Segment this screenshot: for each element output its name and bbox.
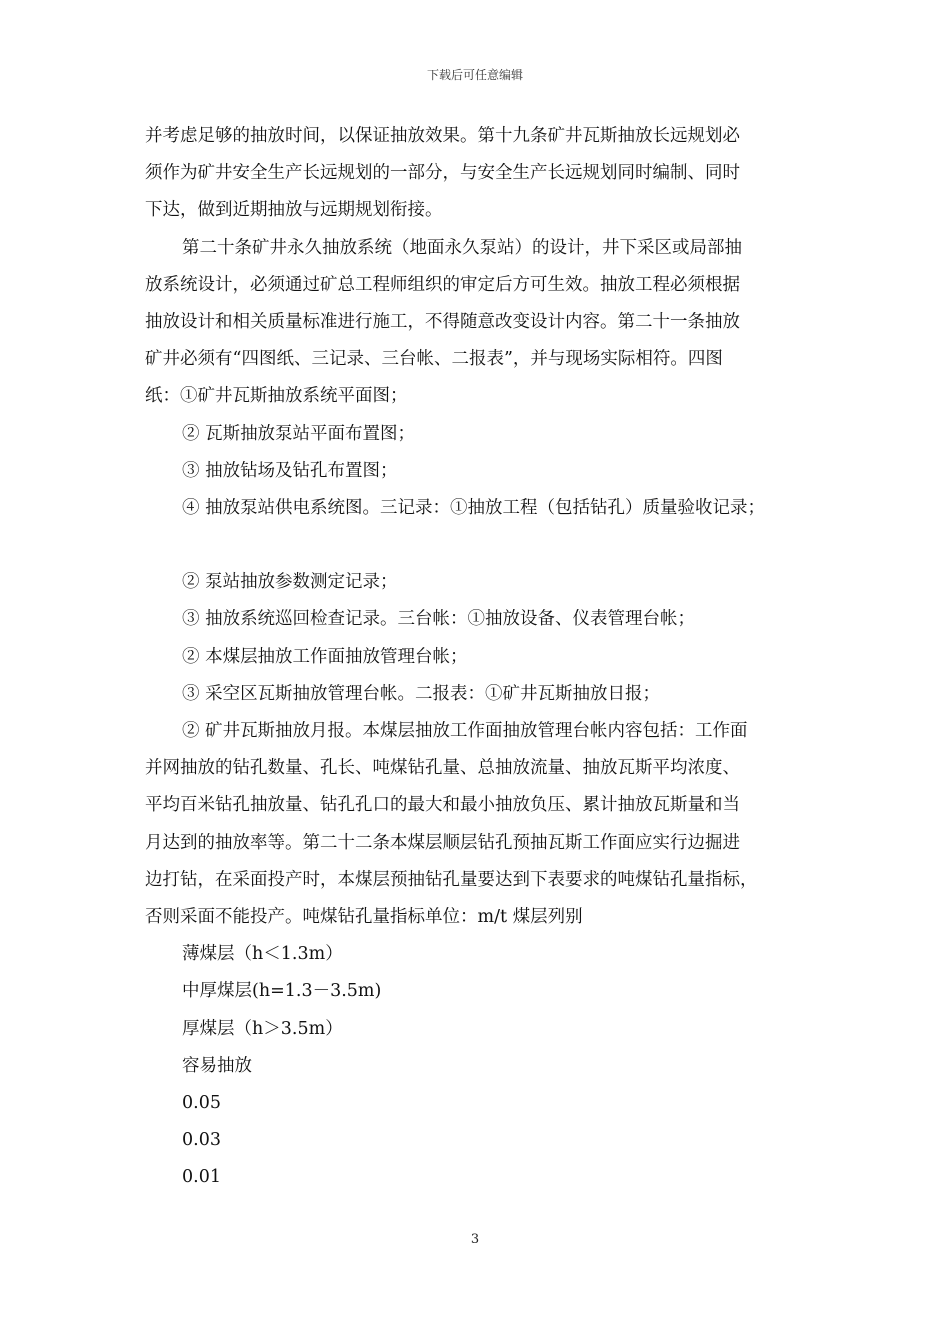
- page-number: 3: [470, 1232, 480, 1247]
- body-line: 边打钻，在采面投产时，本煤层预抽钻孔量要达到下表要求的吨煤钻孔量指标，: [145, 869, 758, 890]
- body-line: 平均百米钻孔抽放量、钻孔孔口的最大和最小抽放负压、累计抽放瓦斯量和当: [145, 795, 740, 816]
- body-line: ③ 采空区瓦斯抽放管理台帐。二报表：①矿井瓦斯抽放日报；: [182, 683, 661, 704]
- body-line: ② 矿井瓦斯抽放月报。本煤层抽放工作面抽放管理台帐内容包括：工作面: [182, 721, 748, 741]
- body-line: 否则采面不能投产。吨煤钻孔量指标单位：m/t 煤层列别: [145, 906, 583, 927]
- body-line: 0.01: [182, 1167, 221, 1188]
- body-line: 并考虑足够的抽放时间，以保证抽放效果。第十九条矿井瓦斯抽放长远规划必: [145, 126, 740, 146]
- body-line: 放系统设计，必须通过矿总工程师组织的审定后方可生效。抽放工程必须根据: [145, 274, 740, 295]
- body-line: 并网抽放的钻孔数量、孔长、吨煤钻孔量、总抽放流量、抽放瓦斯平均浓度、: [145, 758, 740, 779]
- body-line: ④ 抽放泵站供电系统图。三记录：①抽放工程（包括钻孔）质量验收记录；: [182, 497, 766, 518]
- body-line: ② 泵站抽放参数测定记录；: [182, 572, 398, 593]
- body-line: 须作为矿井安全生产长远规划的一部分，与安全生产长远规划同时编制、同时: [145, 163, 740, 184]
- body-line: 容易抽放: [182, 1055, 252, 1076]
- body-line: ② 瓦斯抽放泵站平面布置图；: [182, 423, 416, 444]
- body-line: 月达到的抽放率等。第二十二条本煤层顺层钻孔预抽瓦斯工作面应实行边掘进: [145, 832, 740, 853]
- page-header: 下载后可任意编辑: [426, 68, 523, 82]
- body-line: 矿井必须有“四图纸、三记录、三台帐、二报表”，并与现场实际相符。四图: [145, 349, 723, 370]
- body-line: 0.05: [182, 1092, 221, 1113]
- body-line: 纸：①矿井瓦斯抽放系统平面图；: [145, 386, 408, 407]
- body-line: ③ 抽放钻场及钻孔布置图；: [182, 460, 398, 481]
- body-line: 0.03: [182, 1130, 221, 1151]
- body-line: ② 本煤层抽放工作面抽放管理台帐；: [182, 646, 468, 667]
- body-line: 抽放设计和相关质量标准进行施工，不得随意改变设计内容。第二十一条抽放: [145, 311, 740, 332]
- document-body: [145, 118, 810, 1196]
- body-line: 厚煤层（h＞3.5m）: [182, 1018, 343, 1039]
- body-line: 中厚煤层(h=1.3－3.5m): [182, 981, 382, 1002]
- body-line: 下达，做到近期抽放与远期规划衔接。: [145, 200, 443, 221]
- body-line: 薄煤层（h＜1.3m）: [182, 944, 343, 965]
- blank-line: [145, 527, 810, 564]
- body-line: ③ 抽放系统巡回检查记录。三台帐：①抽放设备、仪表管理台帐；: [182, 609, 696, 630]
- body-line: 第二十条矿井永久抽放系统（地面永久泵站）的设计，井下采区或局部抽: [182, 237, 742, 258]
